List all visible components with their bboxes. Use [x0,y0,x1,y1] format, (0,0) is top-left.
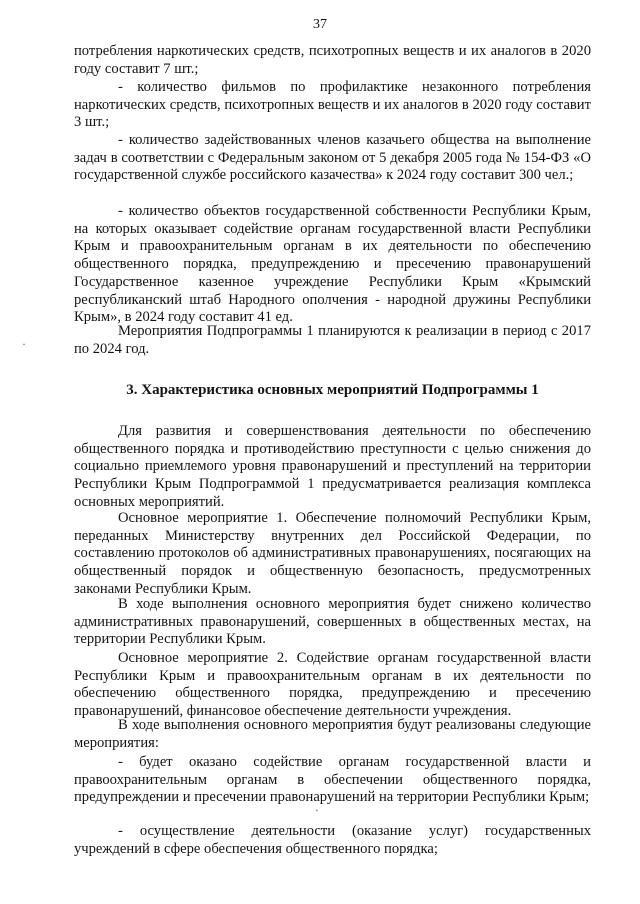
paragraph-state-property-objects: - количество объектов государственной собственности Республики Крым, на которых оказывает содействие органам государственной власти Республики Крым и правоохранительным органам в их деятельности по обеспечению общественного порядка, предупреждению и пресечению правонарушений Государственное казенное учреждение Республики Крым «Крымский республиканский штаб Народного ополчения - народной дружины Республики Крым», в 2024 году составит 41 ед. [74,203,591,326]
paragraph-intro: Для развития и совершенствования деятельности по обеспечению общественного порядка и противодействию преступности с целью снижения до социально приемлемого уровня правонарушений и преступлений на территории Республики Крым Подпрограммой 1 предусматривается реализация комплекса основных мероприятий. [74,423,591,510]
paragraph-implementation-period: Мероприятия Подпрограммы 1 планируются к реализации в период с 2017 по 2024 год. [74,323,591,357]
margin-speck: · [22,337,26,351]
scan-mark: ` [315,807,319,821]
paragraph-activity-2-intro: В ходе выполнения основного мероприятия будут реализованы следующие мероприятия: [74,717,591,751]
paragraph-main-activity-1: Основное мероприятие 1. Обеспечение полномочий Республики Крым, переданных Министерству внутренних дел Российской Федерации, по составлению протоколов об административных правонарушениях, посягающих на общественный порядок и общественную безопасность, предусмотренных законами Республики Крым. [74,510,591,597]
page-number: 37 [313,17,327,32]
paragraph-films-count: - количество фильмов по профилактике незаконного потребления наркотических средств, психотропных веществ и их аналогов в 2020 году составит 3 шт.; [74,79,591,131]
section-heading: 3. Характеристика основных мероприятий Подпрограммы 1 [126,382,539,398]
paragraph-activity-1-result: В ходе выполнения основного мероприятия будет снижено количество административных правонарушений, совершенных в общественных местах, на территории Республики Крым. [74,596,591,648]
list-item-institutions: - осуществление деятельности (оказание услуг) государственных учреждений в сфере обеспечения общественного порядка; [74,823,591,857]
list-item-assistance: - будет оказано содействие органам государственной власти и правоохранительным органам в обеспечении общественного порядка, предупреждении и пресечении правонарушений на территории Республики Крым; [74,754,591,806]
paragraph-continuation: потребления наркотических средств, психотропных веществ и их аналогов в 2020 году составит 7 шт.; [74,43,591,77]
paragraph-cossack-members: - количество задействованных членов казачьего общества на выполнение задач в соответствии с Федеральным законом от 5 декабря 2005 года № 154-ФЗ «О государственной службе российского казачества» к 2024 году составит 300 чел.; [74,132,591,184]
paragraph-main-activity-2: Основное мероприятие 2. Содействие органам государственной власти Республики Крым и правоохранительным органам в их деятельности по обеспечению общественного порядка, предупреждению и пресечению правонарушений, финансовое обеспечение деятельности учреждения. [74,650,591,720]
